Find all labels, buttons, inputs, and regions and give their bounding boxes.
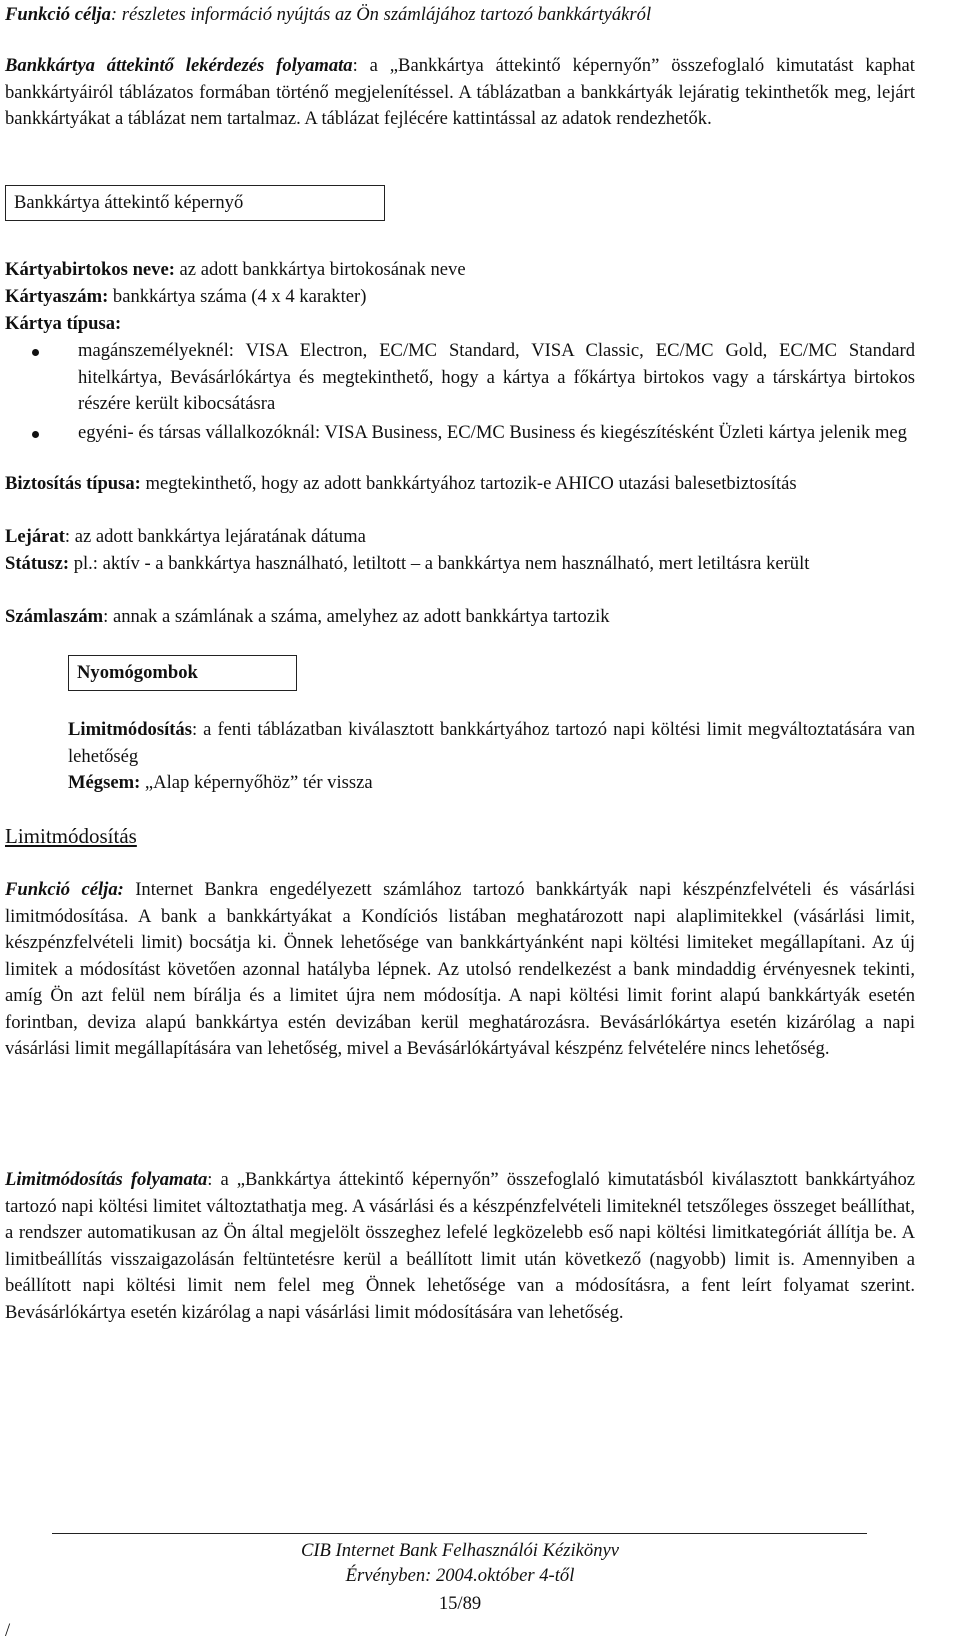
field-expiry bbox=[5, 524, 915, 551]
limit-purpose-text: Internet Bankra engedélyezett számlához tartozó bankkártyák napi készpénzfelvételi és vásárlási limitmódosítása. A bank a bankkártyákat a Kondíciós listában meghatározott napi alaplimitekkel (vásárlási limit, készpénzfelvételi limit) bocsátja ki. Önnek lehetősége van bankkártyánként napi költési limiteket megállapítani. Az új limitek a módosítást követően azonnal hatályba lépnek. Az utolsó rendelkezést a bank mindaddig érvényesnek tekinti, amíg Ön azt felül nem bírálja és a limitet újra nem módosítja. A napi költési limit forint alapú bankkártyák esetén forintban, deviza alapú bankkártya estén devizában kerül meghatározásra. Bevásárlókártya esetén kizárólag a napi vásárlási limit megállapítására van lehetőség, mivel a Bevásárlókártyával készpénz felvételére nincs lehetőség. bbox=[5, 879, 915, 1059]
footer-title: CIB Internet Bank Felhasználói Kézikönyv bbox=[300, 1540, 620, 1561]
card-type-list bbox=[5, 338, 915, 446]
footer-divider bbox=[52, 1533, 867, 1534]
field-account-text: : annak a számlának a száma, amelyhez az adott bankkártya tartozik bbox=[103, 606, 610, 627]
button-limit-description bbox=[68, 717, 915, 770]
list-item bbox=[5, 338, 915, 418]
intro-purpose-label: Funkció célja bbox=[5, 4, 111, 25]
card-type-private: magánszemélyeknél: VISA Electron, EC/MC Standard, VISA Classic, EC/MC Gold, EC/MC Standard hitelkártya, Bevásárlókártya és megtekinthető, hogy a kártya a főkártya birtokos vagy a társkártya birtokos részére került kibocsátásra bbox=[78, 340, 915, 414]
field-status-text: pl.: aktív - a bankkártya használható, letiltott – a bankkártya nem használható, mert letiltásra került bbox=[69, 553, 810, 574]
footer-mark: / bbox=[5, 1620, 11, 1641]
intro-flow-text: : a „Bankkártya áttekintő képernyőn” összefoglaló kimutatást kaphat bankkártyáiról táblázatos formában történő megjelenítéssel. A táblázatban a bankkártyák lejáratig tekinthetők meg, lejárt bankkártyákat a táblázat nem tartalmaz. A táblázat fejlécére kattintással az adatok rendezhetők. bbox=[5, 55, 915, 129]
bullet-icon bbox=[32, 431, 39, 438]
limit-flow-text: : a „Bankkártya áttekintő képernyőn” összefoglaló kimutatásból kiválasztott bankkártyához tartozó napi költési limitet változtathatja meg. A vásárlási és a készpénzfelvételi limiteknél tetszőleges összeget beállíthat, a rendszer automatikusan az Ön által megjelölt összeghez lefelé legközelebb eső napi költési limitkategóriát állítja be. A limitbeállítás visszaigazolásán feltüntetésre kerül a beállított limit után következő (nagyobb) limit is. Amennyiben a beállított napi költési limit nem felel meg Önnek lehetősége van a módosításra, a fent leírt folyamat szerint. Bevásárlókártya esetén kizárólag a napi vásárlási limit módosítására van lehetőség. bbox=[5, 1169, 916, 1323]
intro-purpose-text: : részletes információ nyújtás az Ön számlájához tartozó bankkártyákról bbox=[110, 4, 652, 25]
field-expiry-text: : az adott bankkártya lejáratának dátuma bbox=[64, 526, 366, 547]
list-item bbox=[5, 420, 915, 447]
bullet-icon bbox=[32, 349, 39, 356]
field-type-label: Kártya típusa: bbox=[5, 313, 122, 334]
field-status bbox=[5, 551, 915, 578]
field-number-text: bankkártya száma (4 x 4 karakter) bbox=[108, 286, 367, 307]
section-heading: Limitmódosítás bbox=[5, 824, 137, 848]
limit-flow-label: Limitmódosítás folyamata bbox=[5, 1169, 208, 1190]
footer-validity: Érvényben: 2004.október 4-től bbox=[345, 1565, 575, 1586]
field-insurance-label: Biztosítás típusa: bbox=[5, 473, 141, 494]
overview-screen-box: Bankkártya áttekintő képernyő bbox=[5, 185, 385, 221]
limit-purpose-label: Funkció célja: bbox=[5, 879, 124, 900]
field-number-label: Kártyaszám: bbox=[5, 286, 109, 307]
button-limit-label: Limitmódosítás bbox=[68, 719, 192, 740]
card-type-business: egyéni- és társas vállalkozóknál: VISA Business, EC/MC Business és kiegészítésként Üzleti kártya jelenik meg bbox=[78, 421, 907, 443]
field-holder-text: az adott bankkártya birtokosának neve bbox=[174, 259, 466, 280]
buttons-box: Nyomógombok bbox=[68, 655, 297, 691]
field-holder bbox=[5, 257, 915, 284]
field-insurance-text: megtekinthető, hogy az adott bankkártyához tartozik-e AHICO utazási balesetbiztosítás bbox=[140, 473, 797, 494]
field-expiry-label: Lejárat bbox=[5, 526, 65, 547]
intro-flow-label: Bankkártya áttekintő lekérdezés folyamata bbox=[5, 55, 353, 76]
field-account-label: Számlaszám bbox=[5, 606, 104, 627]
field-holder-label: Kártyabirtokos neve: bbox=[5, 259, 175, 280]
field-insurance bbox=[5, 471, 915, 498]
intro-purpose-paragraph bbox=[5, 2, 915, 29]
field-status-label: Státusz: bbox=[5, 553, 70, 574]
button-cancel-description bbox=[68, 770, 915, 797]
intro-flow-paragraph bbox=[5, 53, 915, 133]
button-cancel-text: „Alap képernyőhöz” tér vissza bbox=[140, 772, 373, 793]
limit-flow-paragraph bbox=[5, 1167, 915, 1326]
field-number bbox=[5, 284, 915, 311]
button-limit-text: : a fenti táblázatban kiválasztott bankkártyához tartozó napi költési limit megváltoztatására van lehetőség bbox=[68, 719, 915, 767]
field-type bbox=[5, 311, 915, 338]
field-account bbox=[5, 604, 915, 631]
button-cancel-label: Mégsem: bbox=[68, 772, 141, 793]
page-number: 15/89 bbox=[438, 1593, 482, 1614]
limit-purpose-paragraph bbox=[5, 877, 915, 1063]
